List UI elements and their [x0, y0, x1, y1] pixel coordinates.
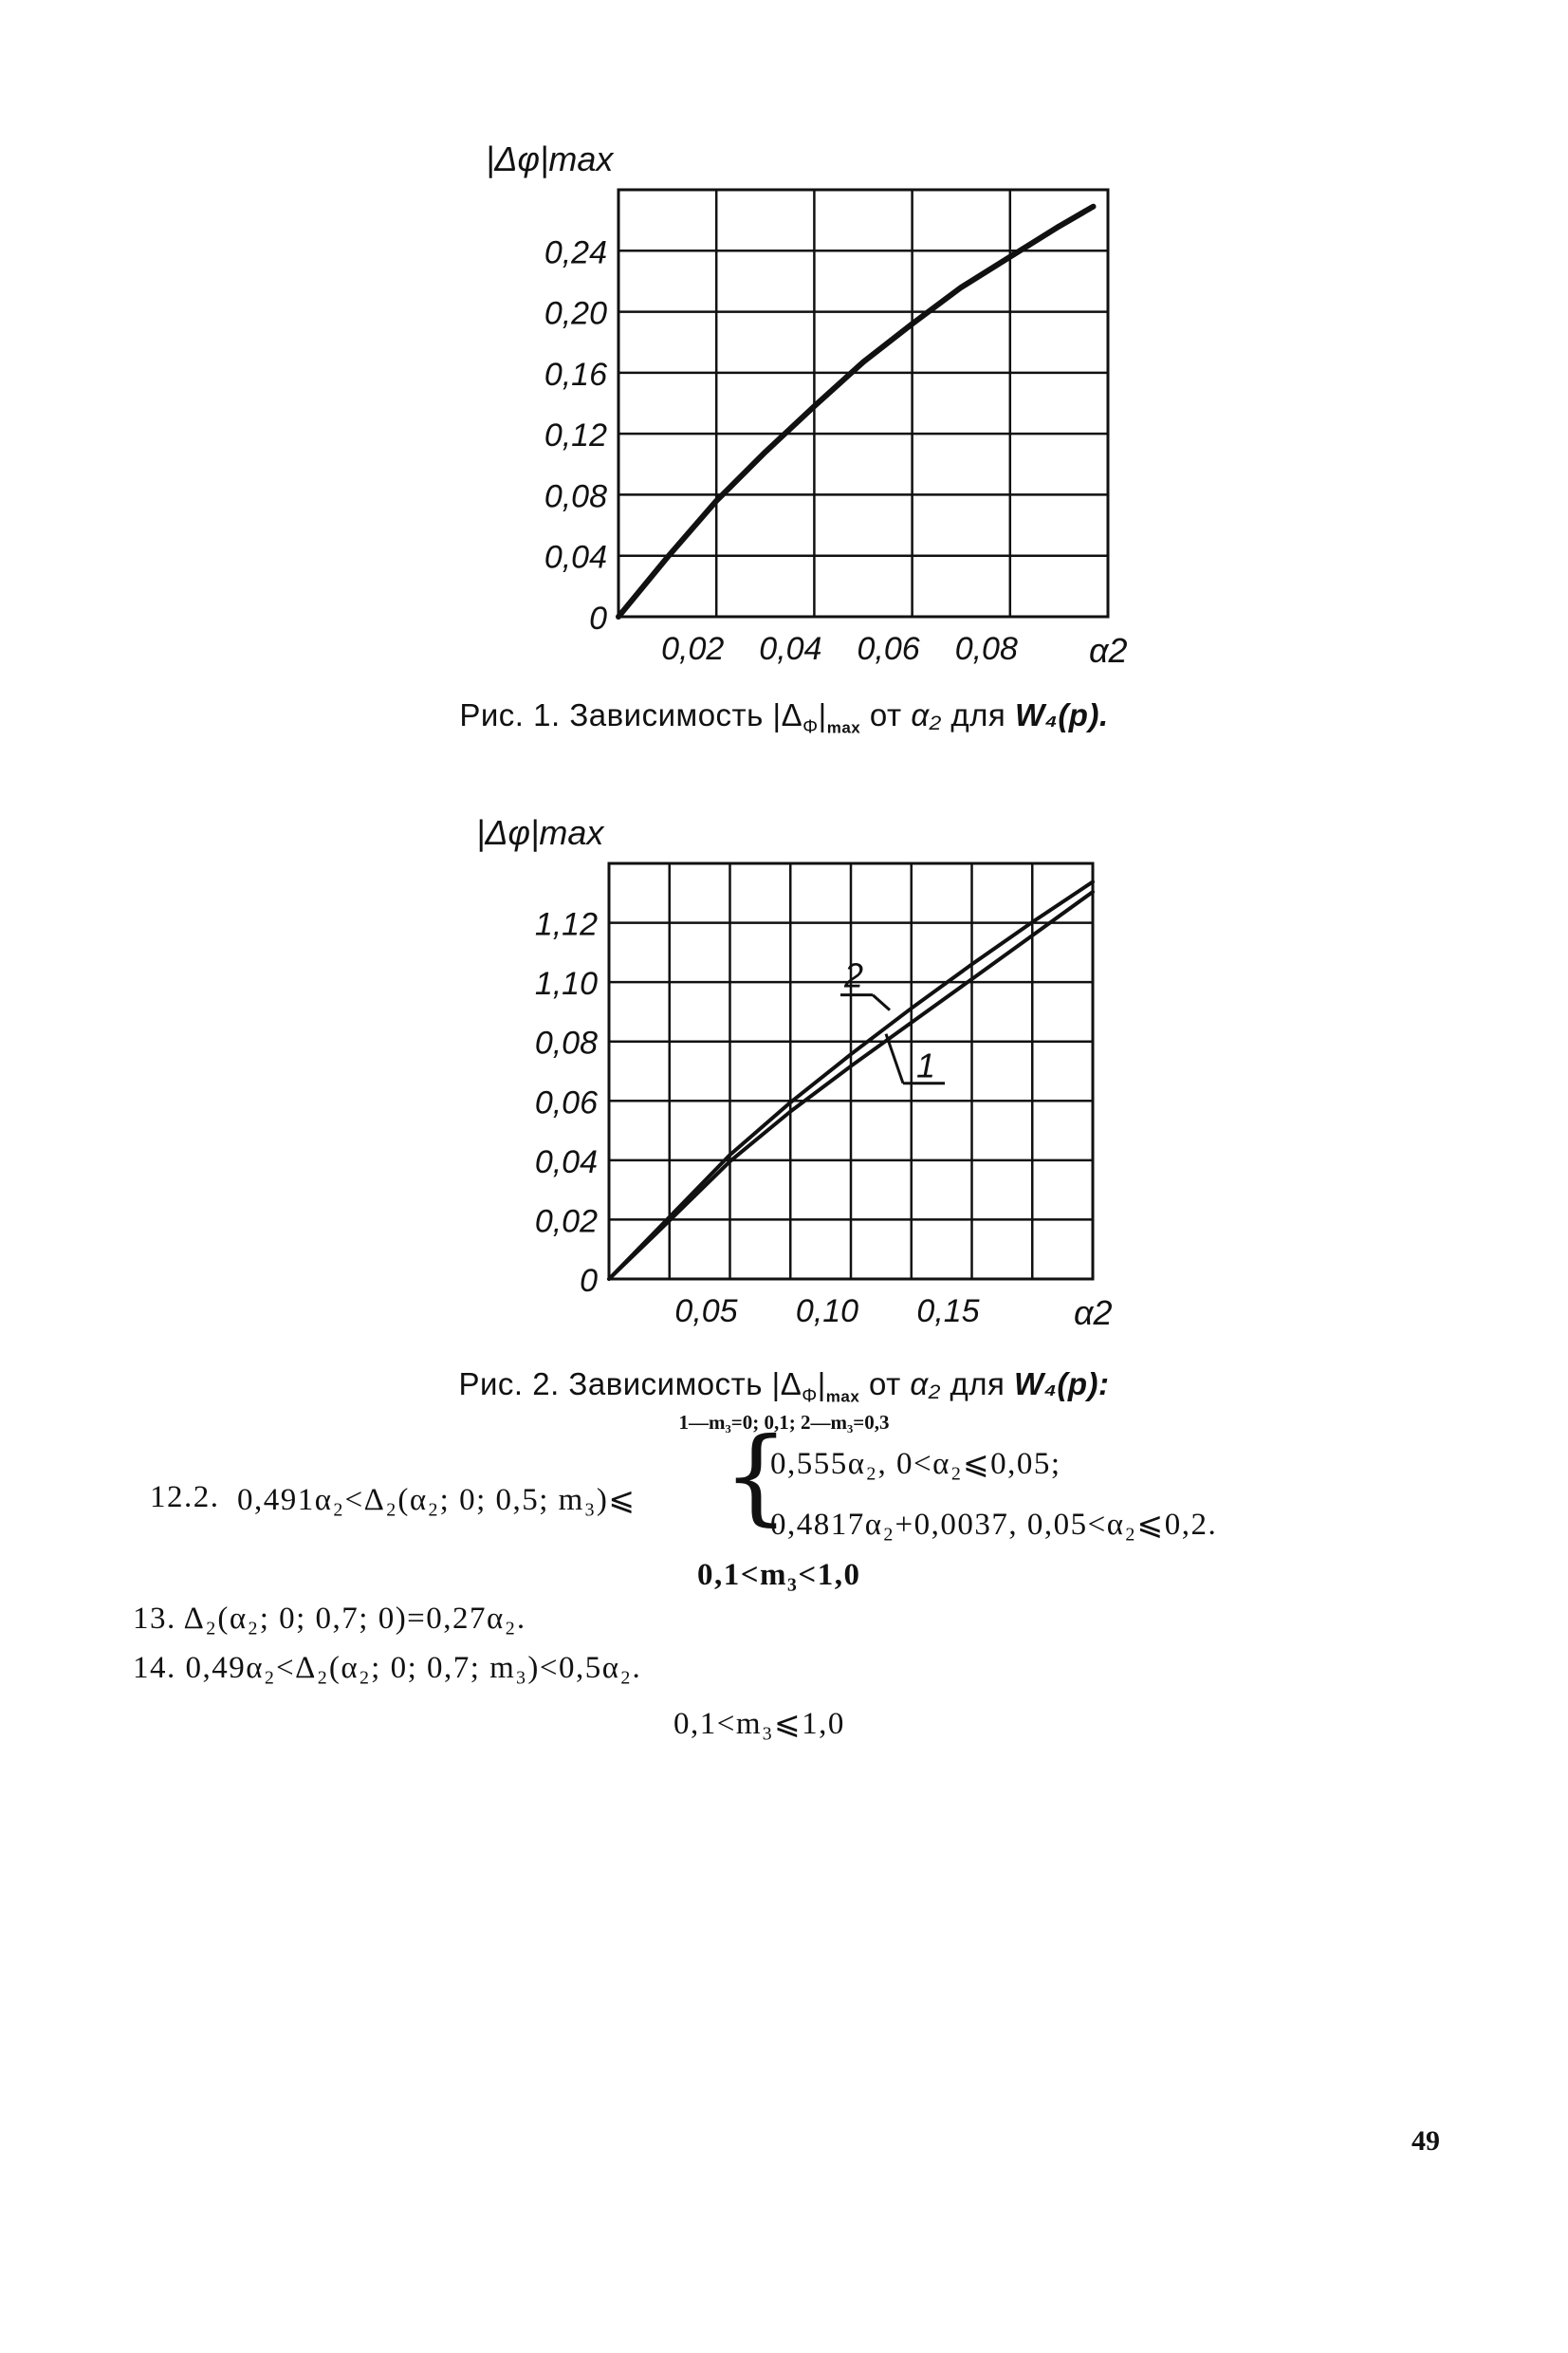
caption-1-sub-phi: Φ — [802, 716, 819, 738]
caption-2-alpha: α₂ — [910, 1366, 941, 1401]
x-tick-label: 0,04 — [759, 631, 822, 667]
chart-1 — [0, 123, 1568, 702]
caption-1-suffix: для — [941, 697, 1015, 732]
caption-1-alpha: α₂ — [911, 697, 942, 732]
y-tick-label: 0,08 — [534, 1025, 598, 1062]
caption-2-w: W₄(p): — [1014, 1366, 1110, 1401]
caption-2-suffix: для — [940, 1366, 1015, 1401]
caption-1-sub-max: max — [826, 718, 861, 737]
formula-12-label: 12.2. — [150, 1480, 220, 1514]
x-tick-label: 0,10 — [795, 1293, 859, 1329]
y-tick-label: 1,12 — [534, 906, 598, 943]
curve-label-2-leader — [873, 995, 890, 1010]
x-axis-label: α2 — [1089, 631, 1128, 670]
formula-12-case-2: 0,4817α₂+0,0037, 0,05<α₂⩽0,2. — [770, 1508, 1218, 1542]
chart-2 — [0, 816, 1568, 1338]
y-tick-label: 0,12 — [544, 417, 607, 454]
curve-label-1: 1 — [916, 1046, 936, 1085]
formula-13: 13. Δ₂(α₂; 0; 0,7; 0)=0,27α₂. — [133, 1602, 526, 1636]
figure-2-legend-text: 1—m₃=0; 0,1; 2—m₃=0,3 — [678, 1411, 890, 1434]
formula-12-case-1: 0,555α₂, 0<α₂⩽0,05; — [770, 1447, 1061, 1481]
formula-14-condition: 0,1<m₃⩽1,0 — [673, 1707, 845, 1741]
y-tick-label: 0,08 — [544, 478, 607, 515]
curve-label-2: 2 — [844, 955, 864, 995]
y-tick-label: 0 — [589, 601, 607, 637]
caption-1-w: W₄(p). — [1014, 697, 1109, 732]
formula-14: 14. 0,49α₂<Δ₂(α₂; 0; 0,7; m₃)<0,5α₂. — [133, 1651, 642, 1685]
y-tick-label: 0,04 — [544, 539, 607, 576]
y-axis-label: |Δφ|max — [476, 816, 604, 852]
x-tick-label: 0,15 — [916, 1293, 980, 1329]
y-tick-label: 0,16 — [544, 356, 607, 393]
formula-12-condition: 0,1<m₃<1,0 — [697, 1558, 861, 1592]
caption-2-prefix: Рис. 2. Зависимость |Δ — [458, 1366, 802, 1401]
x-axis-label: α2 — [1074, 1293, 1113, 1332]
y-tick-label: 0,20 — [544, 295, 607, 332]
y-tick-label: 0 — [580, 1263, 598, 1299]
y-axis-label: |Δφ|max — [486, 139, 614, 178]
caption-1-mid: от — [860, 697, 912, 732]
x-tick-label: 0,06 — [857, 631, 920, 667]
caption-2-sub-phi: Φ — [802, 1385, 818, 1407]
figure-1-caption: Рис. 1. Зависимость $|\Delta_\Phi|_{max}$ от α₂ для W₄(p). — [459, 697, 1109, 738]
formula-12-left: 0,491α₂<Δ₂(α₂; 0; 0,5; m₃)⩽ — [237, 1483, 636, 1517]
caption-1-prefix: Рис. 1. Зависимость |Δ — [459, 697, 803, 732]
figure-2-caption: Рис. 2. Зависимость $|\Delta_\Phi|_{max}$ от α₂ для W₄(p): — [458, 1366, 1110, 1407]
y-tick-label: 0,06 — [534, 1084, 598, 1121]
x-tick-label: 0,05 — [674, 1293, 738, 1329]
y-tick-label: 0,04 — [534, 1143, 598, 1180]
plot-frame — [618, 190, 1108, 617]
caption-2-sub-max: max — [825, 1387, 860, 1406]
page-number: 49 — [1411, 2125, 1440, 2157]
y-tick-label: 1,10 — [534, 966, 598, 1003]
x-tick-label: 0,08 — [954, 631, 1018, 667]
formula-12-brace: { — [723, 1415, 789, 1536]
y-tick-label: 0,24 — [544, 234, 607, 271]
caption-2-mid: от — [859, 1366, 911, 1401]
y-tick-label: 0,02 — [534, 1203, 598, 1240]
x-tick-label: 0,02 — [661, 631, 725, 667]
